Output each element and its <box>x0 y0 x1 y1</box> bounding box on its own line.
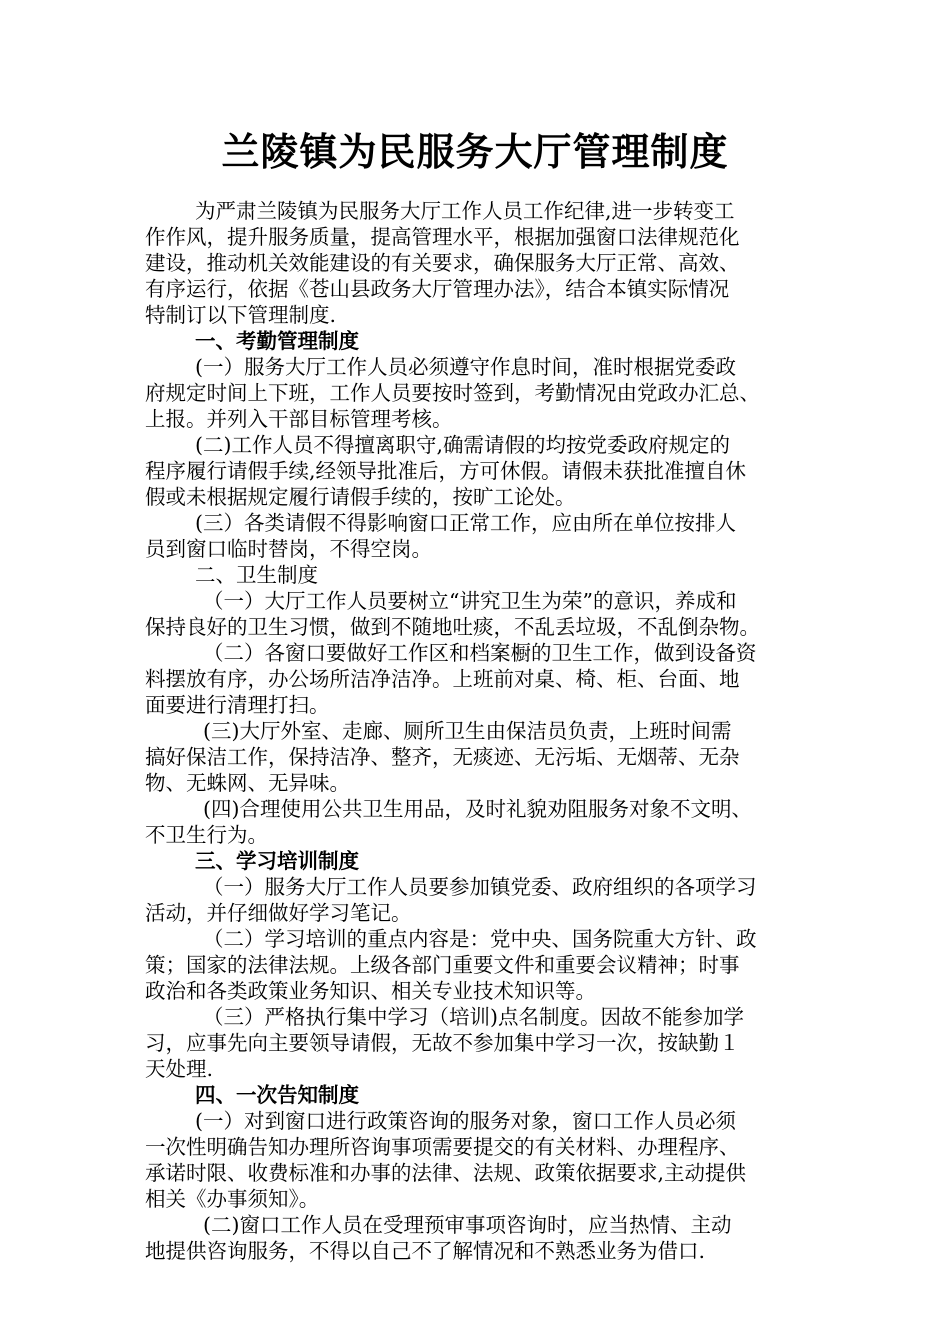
text-line: 搞好保洁工作，保持洁净、整齐，无痰迹、无污垢、无烟蒂、无杂 <box>145 745 740 769</box>
text-line: 地提供咨询服务，不得以自己不了解情况和不熟悉业务为借口. <box>145 1239 706 1263</box>
text-line: 策；国家的法律法规。上级各部门重要文件和重要会议精神；时事 <box>145 953 740 977</box>
text-line: 特制订以下管理制度. <box>145 303 337 327</box>
text-line: (一）服务大厅工作人员必须遵守作息时间，准时根据党委政 <box>195 355 736 379</box>
text-line: 相关《办事须知》。 <box>145 1187 320 1211</box>
text-line: （二）各窗口要做好工作区和档案橱的卫生工作，做到设备资 <box>203 641 757 665</box>
text-line: 天处理. <box>145 1057 214 1081</box>
section-heading: 一、考勤管理制度 <box>195 329 359 353</box>
text-line: 面要进行清理打扫。 <box>145 693 330 717</box>
document-title: 兰陵镇为民服务大厅管理制度 <box>221 129 729 174</box>
text-line: 不卫生行为。 <box>145 823 268 847</box>
text-line: 府规定时间上下班，工作人员要按时签到，考勤情况由党政办汇总、 <box>145 381 760 405</box>
section-heading: 四、一次告知制度 <box>195 1083 359 1107</box>
section-heading: 三、学习培训制度 <box>195 849 359 873</box>
text-line: 活动，并仔细做好学习笔记。 <box>145 901 412 925</box>
text-line: (四)合理使用公共卫生用品，及时礼貌劝阻服务对象不文明、 <box>203 797 752 821</box>
text-line: 承诺时限、收费标准和办事的法律、法规、政策依据要求,主动提供 <box>145 1161 747 1185</box>
text-line: 政治和各类政策业务知识、相关专业技术知识等。 <box>145 979 596 1003</box>
text-line: 假或未根据规定履行请假手续的，按旷工论处。 <box>145 485 576 509</box>
text-line: 建设，推动机关效能建设的有关要求，确保服务大厅正常、高效、 <box>145 251 740 275</box>
text-line: 作作风，提升服务质量，提高管理水平，根据加强窗口法律规范化 <box>145 225 740 249</box>
text-line: 程序履行请假手续,经领导批准后，方可休假。请假未获批准擅自休 <box>145 459 747 483</box>
text-line: （三）严格执行集中学习（培训)点名制度。因故不能参加学 <box>203 1005 744 1029</box>
text-line: 习，应事先向主要领导请假，无故不参加集中学习一次，按缺勤１ <box>145 1031 740 1055</box>
text-line: 二、卫生制度 <box>195 563 318 587</box>
text-line: （一）服务大厅工作人员要参加镇党委、政府组织的各项学习 <box>203 875 757 899</box>
text-line: (一）对到窗口进行政策咨询的服务对象，窗口工作人员必须 <box>195 1109 736 1133</box>
text-line: 员到窗口临时替岗，不得空岗。 <box>145 537 432 561</box>
text-line: (三)大厅外室、走廊、厕所卫生由保洁员负责，上班时间需 <box>203 719 732 743</box>
text-line: 一次性明确告知办理所咨询事项需要提交的有关材料、办理程序、 <box>145 1135 740 1159</box>
text-line: (二)窗口工作人员在受理预审事项咨询时，应当热情、主动 <box>203 1213 732 1237</box>
text-line: （二）学习培训的重点内容是：党中央、国务院重大方针、政 <box>203 927 757 951</box>
text-line: (二)工作人员不得擅离职守,确需请假的均按党委政府规定的 <box>195 433 731 457</box>
text-line: 保持良好的卫生习惯，做到不随地吐痰，不乱丢垃圾，不乱倒杂物。 <box>145 615 760 639</box>
text-line: 料摆放有序，办公场所洁净洁净。上班前对桌、椅、柜、台面、地 <box>145 667 740 691</box>
document-body <box>145 198 807 1264</box>
text-line: （一）大厅工作人员要树立“讲究卫生为荣”的意识，养成和 <box>203 589 737 613</box>
text-line: (三）各类请假不得影响窗口正常工作，应由所在单位按排人 <box>195 511 736 535</box>
text-line: 有序运行，依据《苍山县政务大厅管理办法》，结合本镇实际情况 <box>145 277 730 301</box>
text-line: 上报。并列入干部目标管理考核。 <box>145 407 453 431</box>
text-line: 物、无蛛网、无异味。 <box>145 771 350 795</box>
text-line: 为严肃兰陵镇为民服务大厅工作人员工作纪律,进一步转变工 <box>195 199 735 223</box>
